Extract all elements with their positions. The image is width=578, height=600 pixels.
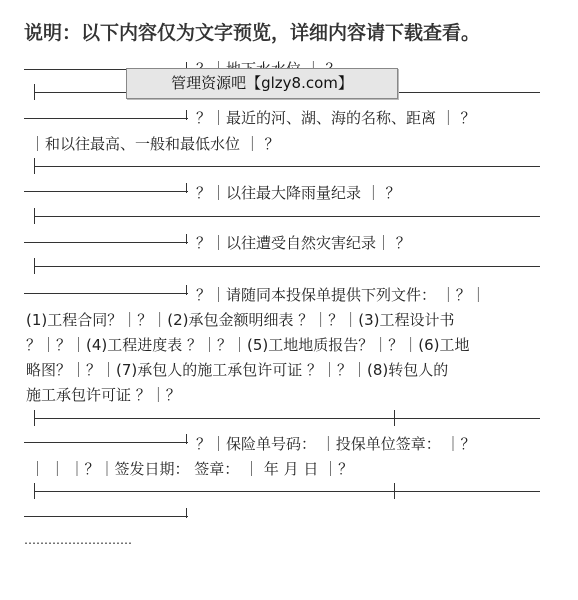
table-rule [186, 234, 187, 244]
table-rule [186, 183, 187, 193]
table-rule [186, 285, 187, 295]
form-row-issue-date: ｜ ｜ ｜？｜签发日期： 签章： ｜ 年 月 日 ｜？ [30, 460, 354, 478]
document-list-line: 施工承包许可证 ？｜？ [26, 386, 181, 404]
table-rule [186, 508, 187, 518]
document-list-line: ？｜？｜(4)工程进度表 ？｜？｜(5)工地地质报告？｜？｜(6)工地 [26, 336, 470, 354]
table-rule [394, 483, 395, 499]
table-rule [24, 293, 188, 294]
table-rule [34, 258, 35, 274]
table-rule [34, 491, 540, 492]
table-rule [34, 166, 540, 167]
ellipsis: ……………………… [24, 533, 132, 547]
form-row-policy-number: ？｜保险单号码： ｜投保单位签章： ｜？ [196, 435, 476, 453]
table-rule [24, 242, 188, 243]
table-rule [24, 191, 188, 192]
form-row-disasters: ？｜以往遭受自然灾害纪录｜ ？ [196, 234, 411, 252]
form-row-rainfall: ？｜以往最大降雨量纪录 ｜ ？ [196, 184, 401, 202]
table-rule [24, 442, 188, 443]
table-rule [34, 158, 35, 174]
preview-notice: 说明：以下内容仅为文字预览，详细内容请下载查看。 [24, 22, 481, 44]
table-rule [34, 216, 540, 217]
table-rule [24, 516, 188, 517]
table-rule [186, 110, 187, 120]
form-row-water-bodies: ？｜最近的河、湖、海的名称、距离 ｜ ？ [196, 109, 476, 127]
document-list-line: 略图？｜？｜(7)承包人的施工承包许可证 ？｜？｜(8)转包人的 [26, 361, 449, 379]
form-row-required-documents: ？｜请随同本投保单提供下列文件： ｜？｜ [196, 286, 486, 304]
table-rule [34, 266, 540, 267]
table-rule [34, 418, 540, 419]
table-rule [34, 410, 35, 426]
table-rule [34, 84, 35, 100]
table-rule [34, 208, 35, 224]
table-rule [34, 483, 35, 499]
table-rule [186, 434, 187, 444]
table-rule [394, 410, 395, 426]
document-list-line: (1)工程合同？｜？｜(2)承包金额明细表 ？｜？｜(3)工程设计书 [26, 311, 455, 329]
form-row-water-levels: ｜和以往最高、一般和最低水位 ｜ ？ [30, 135, 280, 153]
watermark-badge: 管理资源吧【glzy8.com】 [126, 68, 398, 99]
table-rule [24, 118, 188, 119]
